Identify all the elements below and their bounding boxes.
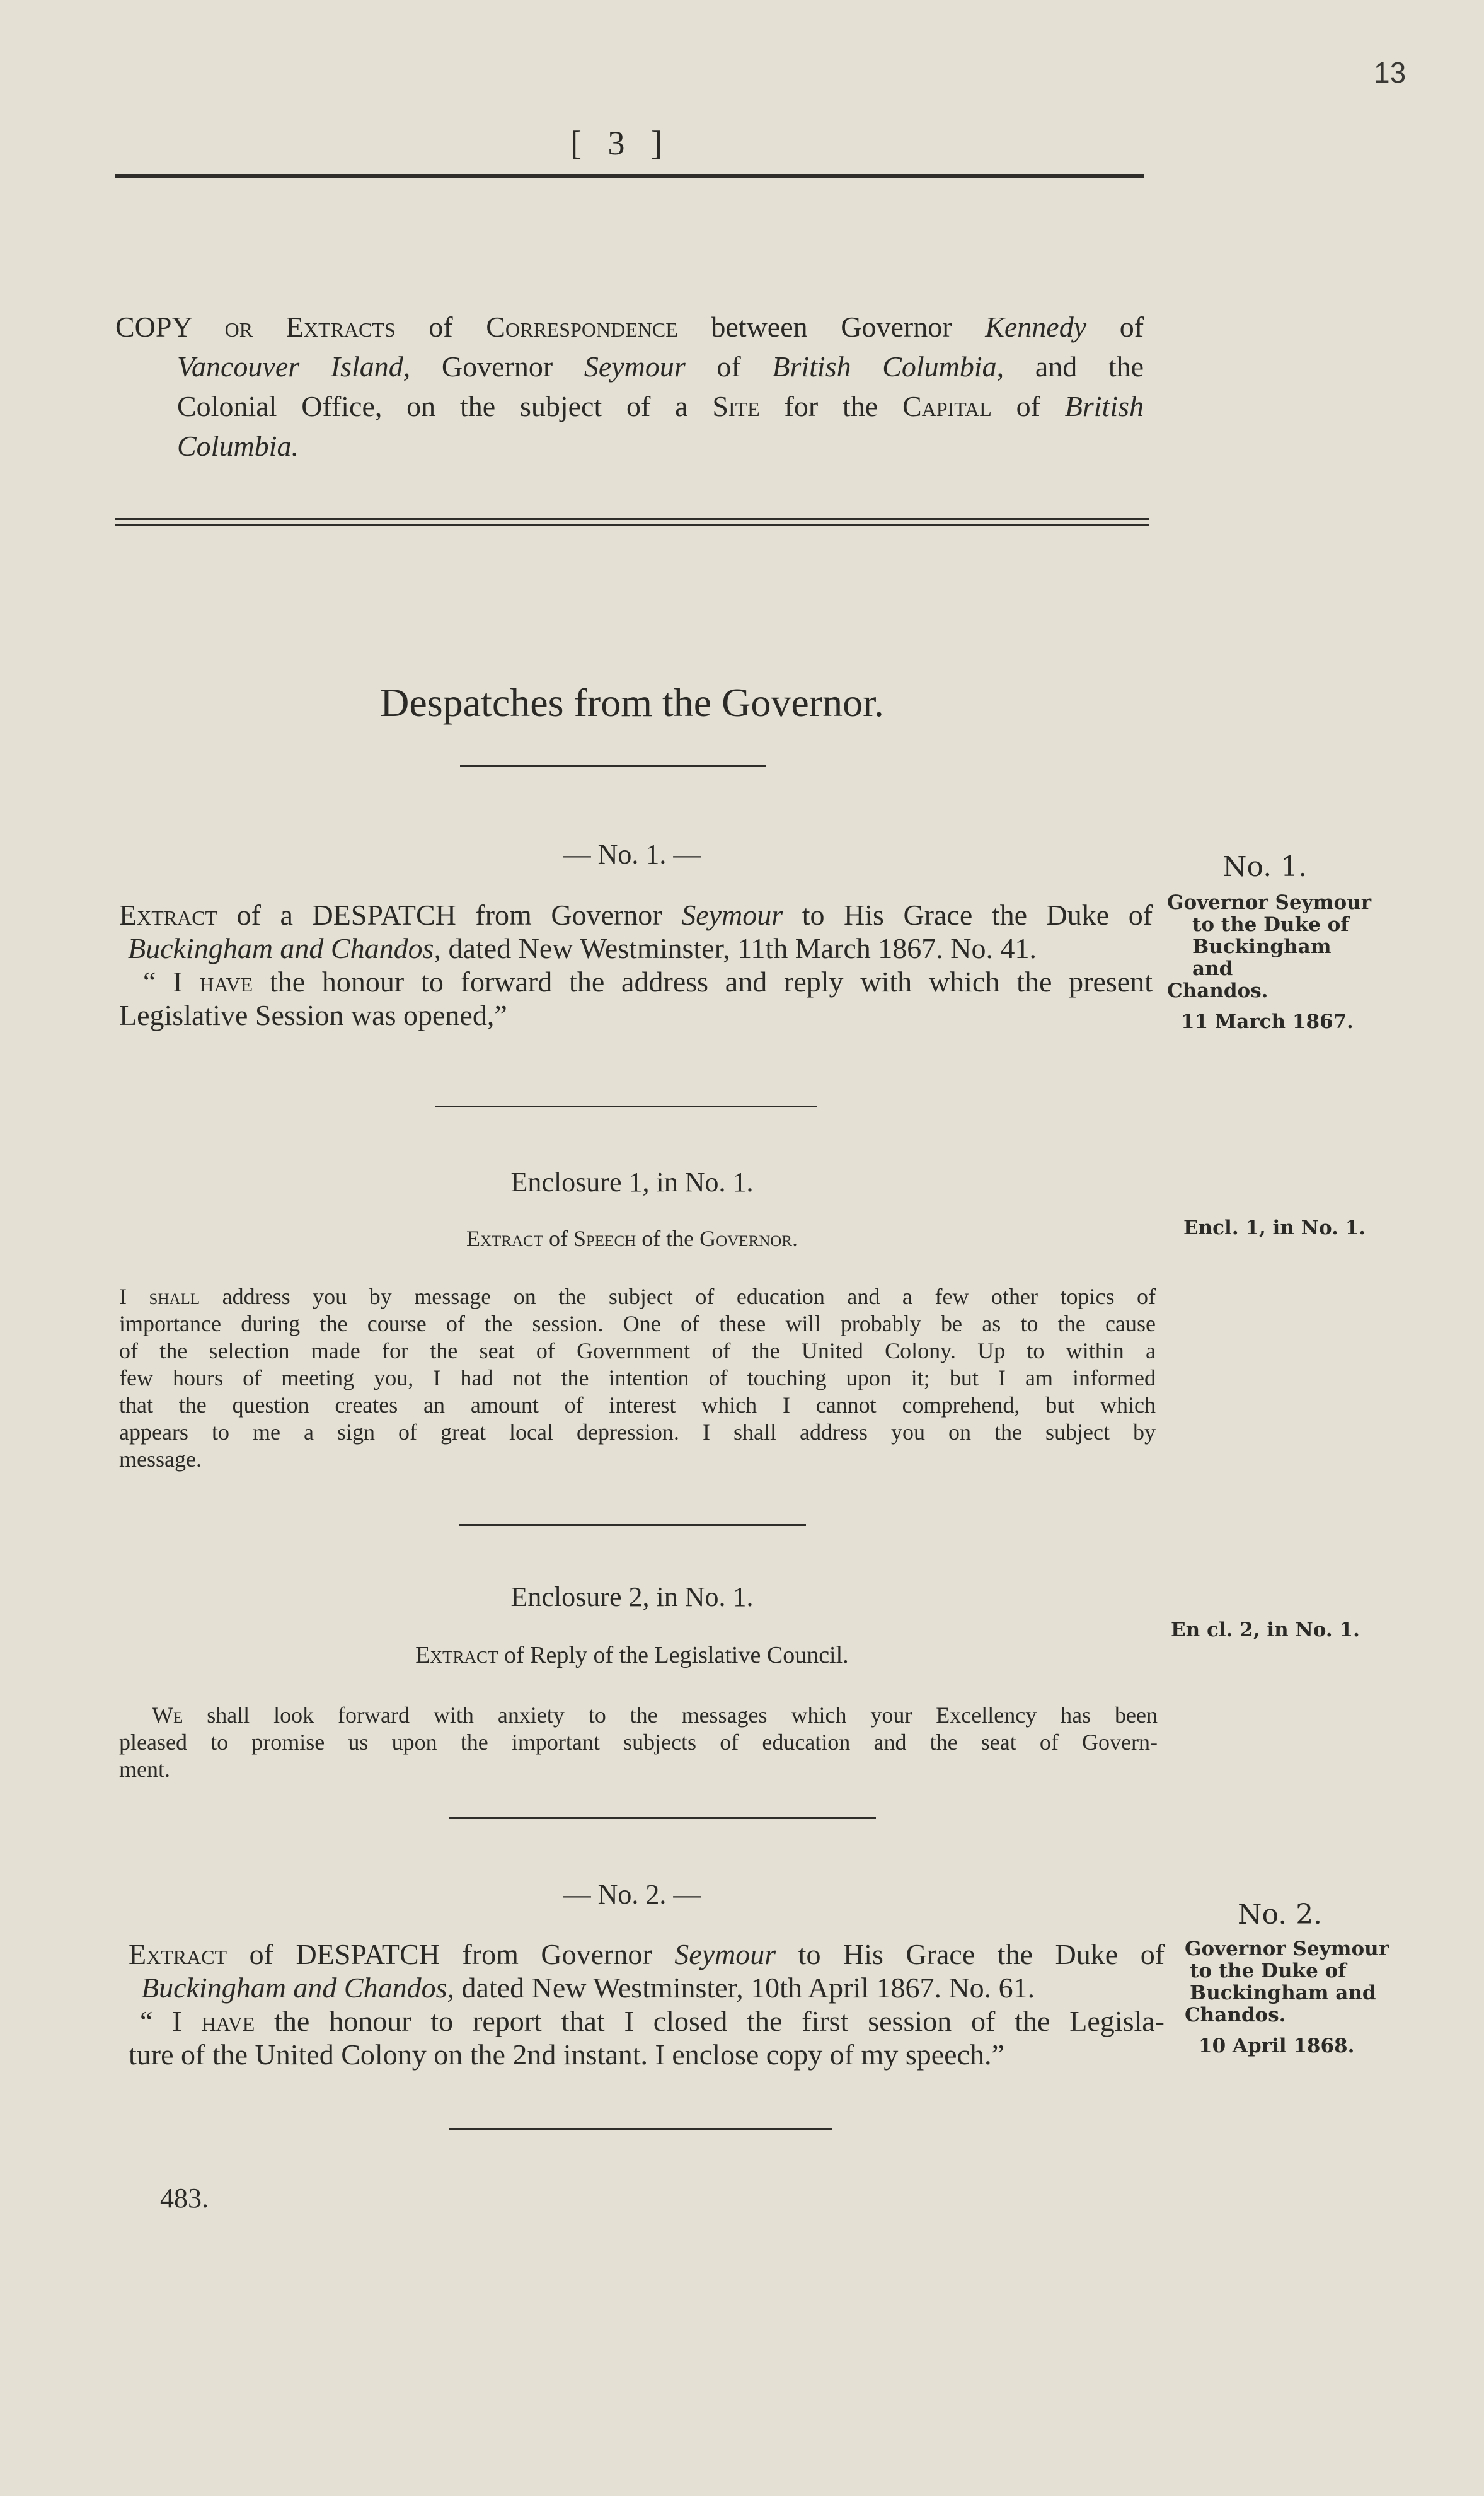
header-page-ref: [ 3 ]: [570, 124, 671, 162]
enclosure-2-rule: [449, 1817, 876, 1819]
despatch-2-line-2: Buckingham and Chandos, dated New Westminster, 10th April 1867. No. 61.: [141, 1972, 1035, 2004]
despatch-1-line-2: Buckingham and Chandos, dated New Westminster, 11th March 1867. No. 41.: [128, 932, 1037, 964]
page-number: 13: [1374, 56, 1406, 89]
title-block: [115, 307, 1144, 466]
title-line-4: Columbia.: [177, 430, 299, 462]
despatch-2-line-4: ture of the United Colony on the 2nd instant. I enclose copy of my speech.”: [129, 2038, 1004, 2071]
despatch-2-line-1: Extract of DESPATCH from Governor Seymour to His Grace the Duke of: [129, 1938, 1165, 1970]
enclosure-2-line-1: We shall look forward with anxiety to the messages which your Excellency has been: [152, 1702, 1158, 1728]
enclosure-2-line-2: pleased to promise us upon the important subjects of education and the seat of Govern-: [119, 1730, 1158, 1755]
section-heading: Despatches from the Governor.: [380, 680, 884, 725]
footer-code: 483.: [160, 2183, 209, 2214]
enclosure-1-line-5: that the question creates an amount of interest which I cannot comprehend, but which: [119, 1392, 1156, 1418]
double-rule-bottom: [115, 524, 1149, 526]
enclosure-1-line-1: I shall address you by message on the subject of education and a few other topics of: [119, 1284, 1156, 1309]
title-line-2: Vancouver Island, Governor Seymour of British Columbia, and the: [177, 350, 1144, 383]
enclosure-1-line-7: message.: [119, 1447, 202, 1472]
despatch-2-body: [129, 1938, 1165, 2071]
enclosure-1-body: [119, 1283, 1156, 1473]
despatch-1-line-3: “ I have the honour to forward the address and reply with which the present: [143, 966, 1153, 998]
enclosure-2-line-3: ment.: [119, 1757, 170, 1782]
enclosure-1-margin-note: Encl. 1, in No. 1.: [1183, 1216, 1366, 1239]
enclosure-2-margin-note: En cl. 2, in No. 1.: [1171, 1619, 1360, 1641]
despatch-1-number: — No. 1. —: [563, 839, 701, 870]
header-rule: [115, 174, 1144, 178]
enclosure-2-subheading: Extract of Reply of the Legislative Council.: [415, 1642, 849, 1668]
enclosure-1-subheading: Extract of Speech of the Governor.: [466, 1226, 798, 1251]
enclosure-1-line-6: appears to me a sign of great local depression. I shall address you on the subject by: [119, 1419, 1156, 1445]
despatch-1-margin-note: No. 1. Governor Seymour to the Duke of Buckingham and Chandos. 11 March 1867.: [1167, 851, 1372, 1033]
section-heading-rule: [460, 765, 766, 767]
despatch-1-line-1: Extract of a DESPATCH from Governor Seymour to His Grace the Duke of: [119, 899, 1153, 931]
title-line-3: Colonial Office, on the subject of a Site for the Capital of British: [177, 390, 1144, 422]
enclosure-2-heading: Enclosure 2, in No. 1.: [510, 1581, 754, 1612]
enclosure-1-rule: [459, 1524, 806, 1526]
enclosure-2-body: [119, 1702, 1158, 1783]
despatch-2-margin-note: No. 2. Governor Seymour to the Duke of Buckingham and Chandos. 10 April 1868.: [1185, 1898, 1389, 2057]
title-line-1: COPY or Extracts of Correspondence between Governor Kennedy of: [115, 311, 1144, 343]
despatch-1-body: [119, 898, 1153, 1032]
despatch-1-rule: [435, 1106, 817, 1107]
despatch-2-number: — No. 2. —: [563, 1879, 701, 1910]
despatch-1-line-4: Legislative Session was opened,”: [119, 999, 507, 1031]
enclosure-1-heading: Enclosure 1, in No. 1.: [510, 1167, 754, 1198]
enclosure-1-line-4: few hours of meeting you, I had not the intention of touching upon it; but I am informed: [119, 1365, 1156, 1390]
despatch-2-rule: [449, 2128, 832, 2130]
double-rule-top: [115, 518, 1149, 520]
enclosure-1-line-3: of the selection made for the seat of Government of the United Colony. Up to within a: [119, 1338, 1156, 1363]
enclosure-1-line-2: importance during the course of the session. One of these will probably be as to the cause: [119, 1311, 1156, 1336]
despatch-2-line-3: “ I have the honour to report that I closed the first session of the Legisla-: [140, 2005, 1165, 2037]
